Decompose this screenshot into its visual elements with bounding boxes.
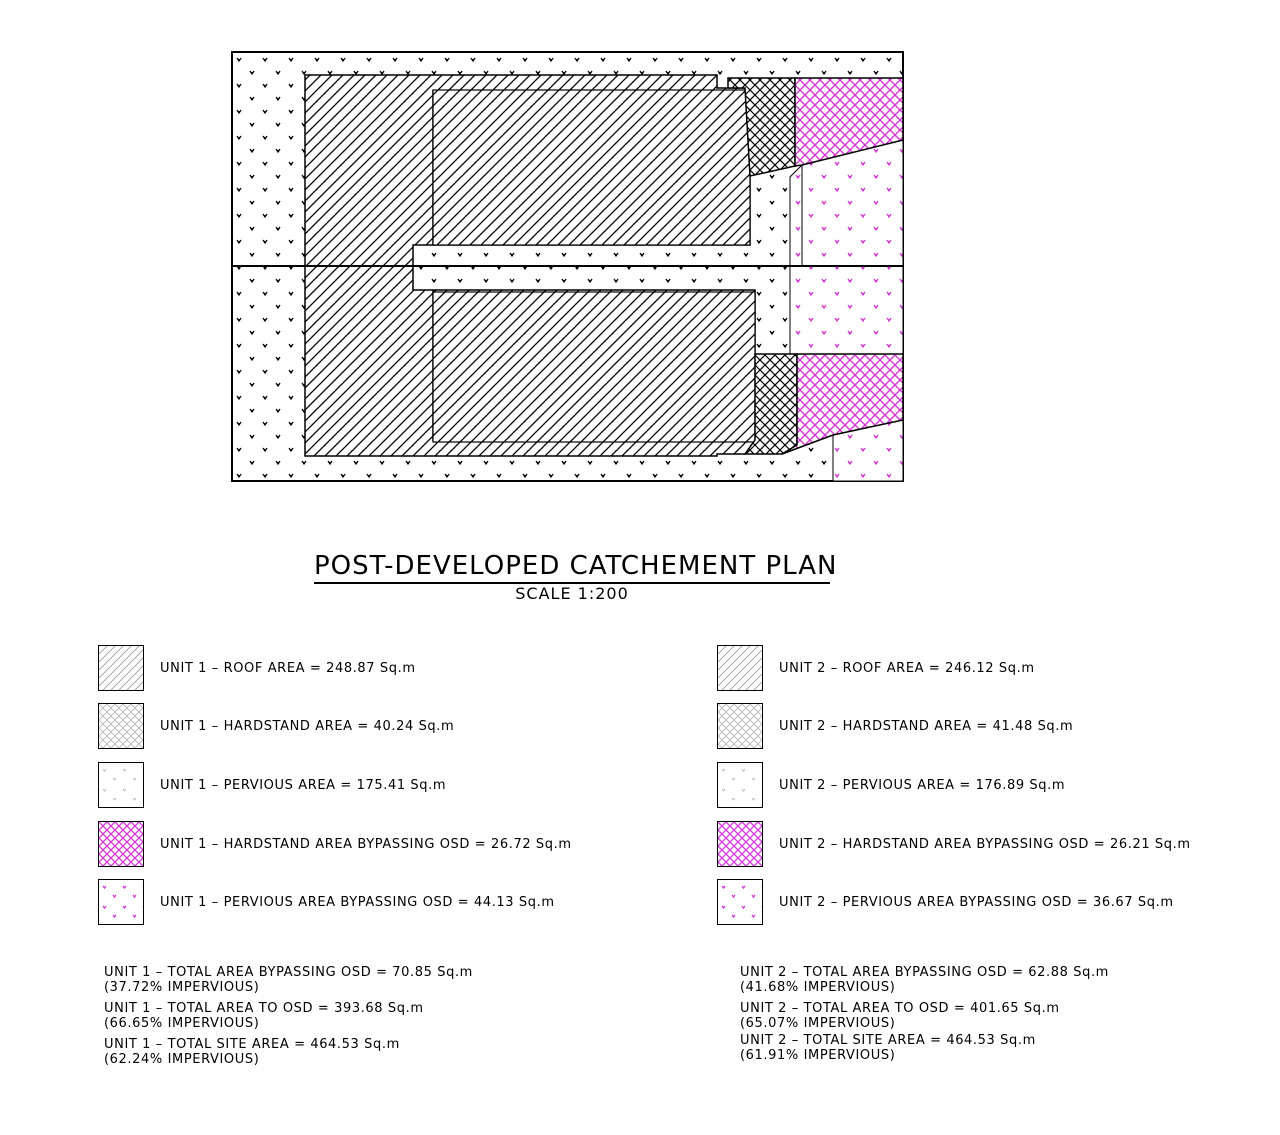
pervious-bypass-swatch xyxy=(98,879,144,925)
total-to-osd-impervious: (66.65% IMPERVIOUS) xyxy=(104,1016,260,1031)
total-site-impervious: (62.24% IMPERVIOUS) xyxy=(104,1052,260,1067)
legend-item xyxy=(98,762,446,808)
legend-item xyxy=(98,703,454,749)
hardstand-bypass-swatch xyxy=(98,821,144,867)
legend-item xyxy=(717,703,1073,749)
legend-label: UNIT 1 – PERVIOUS AREA = 175.41 Sq.m xyxy=(160,777,447,793)
legend-label: UNIT 2 – PERVIOUS AREA = 176.89 Sq.m xyxy=(779,777,1066,793)
legend-label: UNIT 2 – PERVIOUS AREA BYPASSING OSD = 36.67 Sq.m xyxy=(779,894,1174,910)
legend-item xyxy=(717,879,1174,925)
pervious-bypass-swatch xyxy=(717,879,763,925)
unit2-roof-inner xyxy=(433,292,755,442)
legend-label: UNIT 1 – HARDSTAND AREA BYPASSING OSD = 26.72 Sq.m xyxy=(160,836,572,852)
pervious-swatch xyxy=(717,762,763,808)
legend-item xyxy=(717,762,1065,808)
total-site-text: UNIT 2 – TOTAL SITE AREA = 464.53 Sq.m xyxy=(740,1033,1036,1048)
legend-label: UNIT 2 – ROOF AREA = 246.12 Sq.m xyxy=(779,660,1035,676)
summary-unit2 xyxy=(740,965,1109,1069)
roof-swatch xyxy=(98,645,144,691)
legend-label: UNIT 1 – HARDSTAND AREA = 40.24 Sq.m xyxy=(160,718,455,734)
legend-label: UNIT 1 – PERVIOUS AREA BYPASSING OSD = 44.13 Sq.m xyxy=(160,894,555,910)
unit2-pervious-bypass-area xyxy=(790,266,903,354)
total-bypass-impervious: (41.68% IMPERVIOUS) xyxy=(740,980,896,995)
summary-unit1 xyxy=(104,965,473,1073)
legend-item xyxy=(98,645,416,691)
drawing-title: POST-DEVELOPED CATCHEMENT PLAN xyxy=(314,550,830,584)
drawing-scale: SCALE 1:200 xyxy=(515,584,629,603)
hardstand-swatch xyxy=(98,703,144,749)
total-to-osd-text: UNIT 1 – TOTAL AREA TO OSD = 393.68 Sq.m xyxy=(104,1001,424,1016)
legend-item xyxy=(98,879,555,925)
pervious-swatch xyxy=(98,762,144,808)
total-site-impervious: (61.91% IMPERVIOUS) xyxy=(740,1048,896,1063)
legend-label: UNIT 2 – HARDSTAND AREA = 41.48 Sq.m xyxy=(779,718,1074,734)
total-bypass-text: UNIT 2 – TOTAL AREA BYPASSING OSD = 62.88 Sq.m xyxy=(740,965,1109,980)
total-to-osd-impervious: (65.07% IMPERVIOUS) xyxy=(740,1016,896,1031)
hardstand-swatch xyxy=(717,703,763,749)
total-bypass-text: UNIT 1 – TOTAL AREA BYPASSING OSD = 70.85 Sq.m xyxy=(104,965,473,980)
hardstand-bypass-swatch xyxy=(717,821,763,867)
total-site-text: UNIT 1 – TOTAL SITE AREA = 464.53 Sq.m xyxy=(104,1037,400,1052)
legend-label: UNIT 1 – ROOF AREA = 248.87 Sq.m xyxy=(160,660,416,676)
total-to-osd-text: UNIT 2 – TOTAL AREA TO OSD = 401.65 Sq.m xyxy=(740,1001,1060,1016)
catchment-site-plan xyxy=(0,0,1280,500)
legend-item xyxy=(98,821,572,867)
legend-label: UNIT 2 – HARDSTAND AREA BYPASSING OSD = 26.21 Sq.m xyxy=(779,836,1191,852)
legend-item xyxy=(717,821,1191,867)
roof-swatch xyxy=(717,645,763,691)
legend-item xyxy=(717,645,1035,691)
unit1-roof-inner xyxy=(433,90,750,245)
total-bypass-impervious: (37.72% IMPERVIOUS) xyxy=(104,980,260,995)
